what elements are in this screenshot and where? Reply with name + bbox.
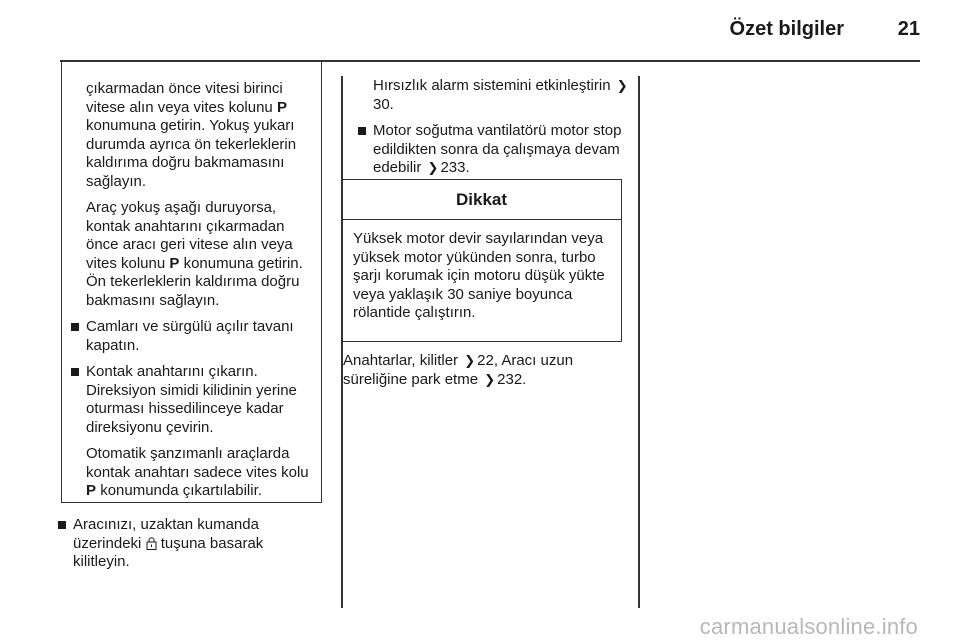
- page-reference-arrow-icon: ❯: [616, 78, 628, 93]
- bullet-icon: [58, 521, 66, 529]
- alarm-paragraph: [373, 77, 635, 114]
- caution-paragraph-1-text-cont: konumuna getirin. Yokuş yukarı durumda ayrıca ön tekerleklerin kaldırıma doğru bakmamasını sağlayın.: [86, 117, 297, 190]
- gear-position-p: P: [86, 482, 97, 499]
- list-item-text-part: tuşuna basarak kilitleyin.: [73, 534, 264, 570]
- column-divider-middle: [341, 76, 343, 608]
- list-item-text: [373, 122, 635, 178]
- lock-icon: [146, 537, 157, 550]
- caution-paragraph-3-text: Otomatik şanzımanlı araçlarda kontak anahtarı sadece vites kolu: [86, 445, 309, 481]
- notice-title: Dikkat: [342, 180, 621, 220]
- page-title: Özet bilgiler: [729, 18, 844, 40]
- list-item: [73, 516, 323, 572]
- notice-text: Yüksek motor devir sayılarından veya yüksek motor yükünden sonra, turbo şarjı korumak için motoru düşük yükte veya yaklaşık 30 saniye boyunca rölantide çalıştırın.: [353, 230, 605, 321]
- caution-paragraph-3-text-cont: konumunda çıkartılabilir.: [100, 482, 262, 499]
- cross-reference-label: Anahtarlar, kilitler: [343, 352, 459, 369]
- page-reference: 30.: [373, 95, 394, 113]
- list-item: [373, 122, 635, 178]
- caution-paragraph-1: [86, 80, 318, 191]
- caution-box-content: [86, 80, 318, 501]
- bullet-icon: [71, 323, 79, 331]
- list-item-text: [73, 516, 323, 572]
- cross-reference-text: [343, 352, 613, 389]
- watermark: carmanualsonline.info: [699, 614, 918, 639]
- list-item: [86, 363, 318, 437]
- list-item-text-part: Aracınızı, uzaktan kumanda üzerindeki: [73, 516, 259, 552]
- bullet-icon: [358, 127, 366, 135]
- caution-paragraph-2-text-cont: konumuna getirin. Ön tekerleklerin kaldırıma doğru bakmasını sağlayın.: [86, 254, 303, 309]
- page-reference: 233.: [440, 159, 470, 176]
- gear-position-p: P: [276, 98, 287, 116]
- bullet-icon: [71, 368, 79, 376]
- notice-body: [342, 220, 621, 323]
- page-reference-arrow-icon: ❯: [427, 160, 439, 175]
- list-item: [86, 318, 318, 355]
- caution-box-continued: [61, 62, 322, 503]
- middle-column-content: [373, 77, 635, 178]
- page-reference: 232.: [497, 370, 527, 388]
- page-reference-arrow-icon: ❯: [464, 353, 476, 368]
- list-item-text: Kontak anahtarını çıkarın. Direksiyon simidi kilidinin yerine oturması hissedilinceye kadar direksiyonu çevirin.: [86, 363, 297, 436]
- list-item-text: Camları ve sürgülü açılır tavanı kapatın.: [86, 318, 294, 354]
- caution-paragraph-2-text: Araç yokuş aşağı duruyorsa, kontak anahtarını çıkarmadan önce aracı geri vitese alın veya vites kolunu: [86, 199, 293, 272]
- caution-paragraph-1-text: çıkarmadan önce vitesi birinci vitese alın veya vites kolunu: [86, 80, 283, 116]
- notice-box: [341, 179, 622, 342]
- gear-position-p: P: [169, 254, 180, 272]
- column-divider-right: [638, 76, 640, 608]
- list-item-text-part: Motor soğutma vantilatörü motor stop edildikten sonra da çalışmaya devam edebilir: [373, 122, 622, 176]
- caution-paragraph-3: [86, 445, 318, 501]
- caution-paragraph-2: [86, 199, 318, 310]
- page-reference: 22, Aracı uzun süreliğine park etme: [343, 352, 574, 388]
- alarm-text: Hırsızlık alarm sistemini etkinleştirin: [373, 77, 611, 94]
- page-number: 21: [897, 18, 920, 40]
- page-reference-arrow-icon: ❯: [484, 371, 496, 387]
- cross-reference-paragraph: [343, 352, 613, 389]
- page-header: [0, 0, 960, 62]
